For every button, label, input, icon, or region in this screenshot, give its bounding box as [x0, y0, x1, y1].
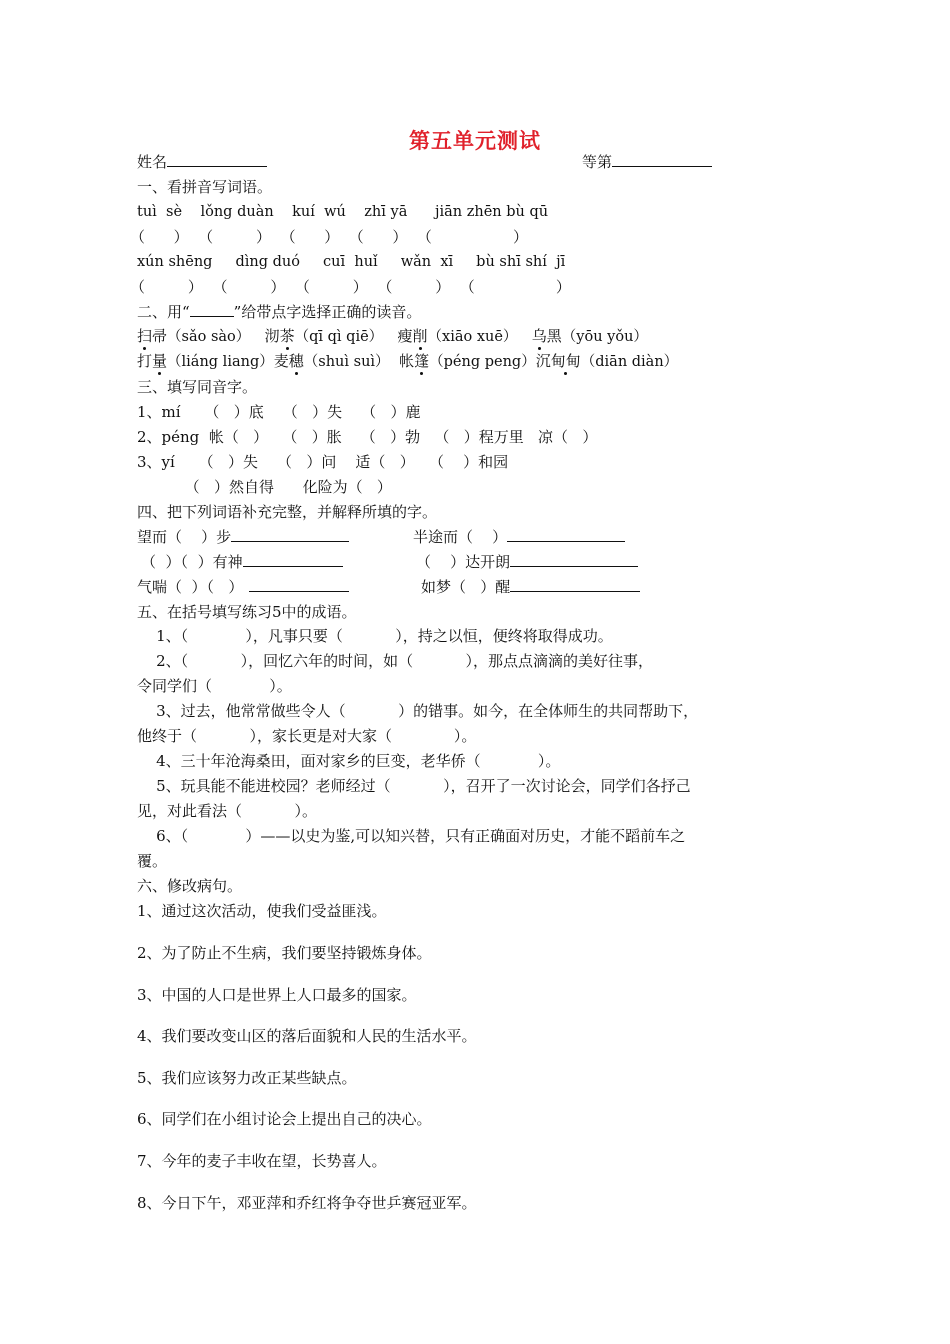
grade-field	[582, 152, 712, 172]
homophone-line-4[interactable]: （ ）然自得 化险为（ ）	[137, 478, 392, 496]
idiom-sentence-4[interactable]: 4、三十年沧海桑田，面对家乡的巨变，老华侨（ ）。	[137, 752, 561, 770]
section-3-heading: 三、填写同音字。	[137, 378, 258, 396]
dotted-char: 穗	[288, 352, 304, 370]
section-2-heading	[137, 302, 421, 322]
explanation-blank[interactable]	[243, 552, 343, 567]
idiom-sentence-1[interactable]: 1、（ ），凡事只要（ ），持之以恒，便终将取得成功。	[137, 627, 613, 645]
idiom-text[interactable]: 气喘（ ）（ ）	[137, 578, 244, 596]
reading-item: 帐篷（péng peng）	[399, 352, 536, 370]
dotted-char: 乌	[531, 327, 547, 345]
faulty-sentence: 2、为了防止不生病，我们要坚持锻炼身体。	[137, 944, 432, 962]
reading-item: 瘦削（xiāo xuē）	[397, 327, 518, 345]
dotted-char: 篷	[414, 352, 430, 370]
idiom-item	[413, 527, 625, 547]
section-2-heading-pre: 二、用“	[137, 303, 190, 321]
faulty-sentence: 1、通过这次活动，使我们受益匪浅。	[137, 902, 387, 920]
dotted-char: 量	[152, 352, 168, 370]
faulty-sentence: 5、我们应该努力改正某些缺点。	[137, 1069, 357, 1087]
idiom-sentence-2b[interactable]: 令同学们（ ）。	[137, 677, 292, 695]
homophone-line-3[interactable]: 3、yí （ ）失 （ ）问 适（ ） （ ）和园	[137, 453, 509, 471]
dotted-char: 扫	[137, 327, 153, 345]
reading-item: 扫帚（sǎo sào）	[137, 327, 251, 345]
idiom-item	[416, 552, 638, 572]
dotted-char: 削	[412, 327, 428, 345]
faulty-sentence: 4、我们要改变山区的落后面貌和人民的生活水平。	[137, 1027, 477, 1045]
idiom-item	[137, 527, 349, 547]
explanation-blank[interactable]	[510, 577, 640, 592]
section-1-heading: 一、看拼音写词语。	[137, 178, 273, 196]
answer-brackets-row-2[interactable]: （ ） （ ） （ ） （ ） （ ）	[130, 278, 571, 296]
idiom-text[interactable]: （ ）达开朗	[416, 553, 511, 571]
section-4-heading: 四、把下列词语补充完整，并解释所填的字。	[137, 503, 438, 521]
idiom-sentence-3b[interactable]: 他终于（ ），家长更是对大家（ ）。	[137, 727, 477, 745]
explanation-blank[interactable]	[231, 527, 349, 542]
reading-item: 麦穗（shuì suì）	[273, 352, 390, 370]
explanation-blank[interactable]	[510, 552, 638, 567]
dotted-char: 茶	[279, 327, 295, 345]
reading-item: 乌黑（yōu yǒu）	[531, 327, 648, 345]
name-blank[interactable]	[167, 152, 267, 167]
idiom-text[interactable]: 如梦（ ）醒	[421, 578, 511, 596]
idiom-text[interactable]: 半途而（ ）	[413, 528, 508, 546]
pinyin-row-2: xún shēng dìng duó cuī huǐ wǎn xī bù shī shí jī	[137, 254, 566, 270]
section-5-heading: 五、在括号填写练习5中的成语。	[137, 603, 357, 621]
idiom-sentence-5a[interactable]: 5、玩具能不能进校园？老师经过（ ），召开了一次讨论会，同学们各抒己	[137, 777, 691, 795]
grade-blank[interactable]	[612, 152, 712, 167]
reading-item: 沉甸甸（diān diàn）	[535, 352, 679, 370]
reading-item: 打量（liáng liang）	[137, 352, 274, 370]
name-field	[137, 152, 267, 172]
reading-item: 沏茶（qī qì qiē）	[264, 327, 384, 345]
idiom-text[interactable]: 望而（ ）步	[137, 528, 232, 546]
section-6-heading: 六、修改病句。	[137, 877, 243, 895]
idiom-item	[141, 552, 343, 572]
faulty-sentence: 3、中国的人口是世界上人口最多的国家。	[137, 986, 417, 1004]
homophone-line-2[interactable]: 2、péng 帐（ ） （ ）胀 （ ）勃 （ ）程万里 凉（ ）	[137, 428, 598, 446]
idiom-sentence-3a[interactable]: 3、过去，他常常做些令人（ ）的错事。如今，在全体师生的共同帮助下，	[137, 702, 699, 720]
underline-sample	[190, 302, 234, 317]
section-2-heading-post: ”给带点字选择正确的读音。	[233, 303, 422, 321]
idiom-sentence-5b[interactable]: 见，对此看法（ ）。	[137, 802, 317, 820]
idiom-sentence-6b: 覆。	[137, 852, 168, 870]
idiom-sentence-6a[interactable]: 6、（ ）——以史为鉴,可以知兴替，只有正确面对历史，才能不蹈前车之	[137, 827, 686, 845]
idiom-sentence-2a[interactable]: 2、（ ），回忆六年的时间，如（ ），那点点滴滴的美好往事，	[137, 652, 654, 670]
faulty-sentence: 6、同学们在小组讨论会上提出自己的决心。	[137, 1110, 432, 1128]
faulty-sentence: 7、今年的麦子丰收在望，长势喜人。	[137, 1152, 387, 1170]
idiom-item	[421, 577, 640, 597]
faulty-sentence: 8、今日下午，邓亚萍和乔红将争夺世乒赛冠亚军。	[137, 1194, 477, 1212]
name-label: 姓名	[137, 153, 168, 171]
reading-row-1	[137, 326, 648, 347]
grade-label: 等第	[582, 153, 613, 171]
explanation-blank[interactable]	[507, 527, 625, 542]
idiom-text[interactable]: （ ）（ ）有神	[141, 553, 243, 571]
idiom-item	[137, 577, 349, 597]
page-title: 第五单元测试	[409, 128, 541, 153]
dotted-char: 甸甸	[550, 352, 581, 370]
homophone-line-1[interactable]: 1、mí （ ）底 （ ）失 （ ）鹿	[137, 403, 421, 421]
reading-row-2	[137, 351, 678, 372]
pinyin-row-1: tuì sè lǒng duàn kuí wú zhī yā jiān zhēn bù qū	[137, 204, 549, 220]
answer-brackets-row-1[interactable]: （ ） （ ） （ ） （ ） （ ）	[130, 228, 528, 246]
explanation-blank[interactable]	[249, 577, 349, 592]
